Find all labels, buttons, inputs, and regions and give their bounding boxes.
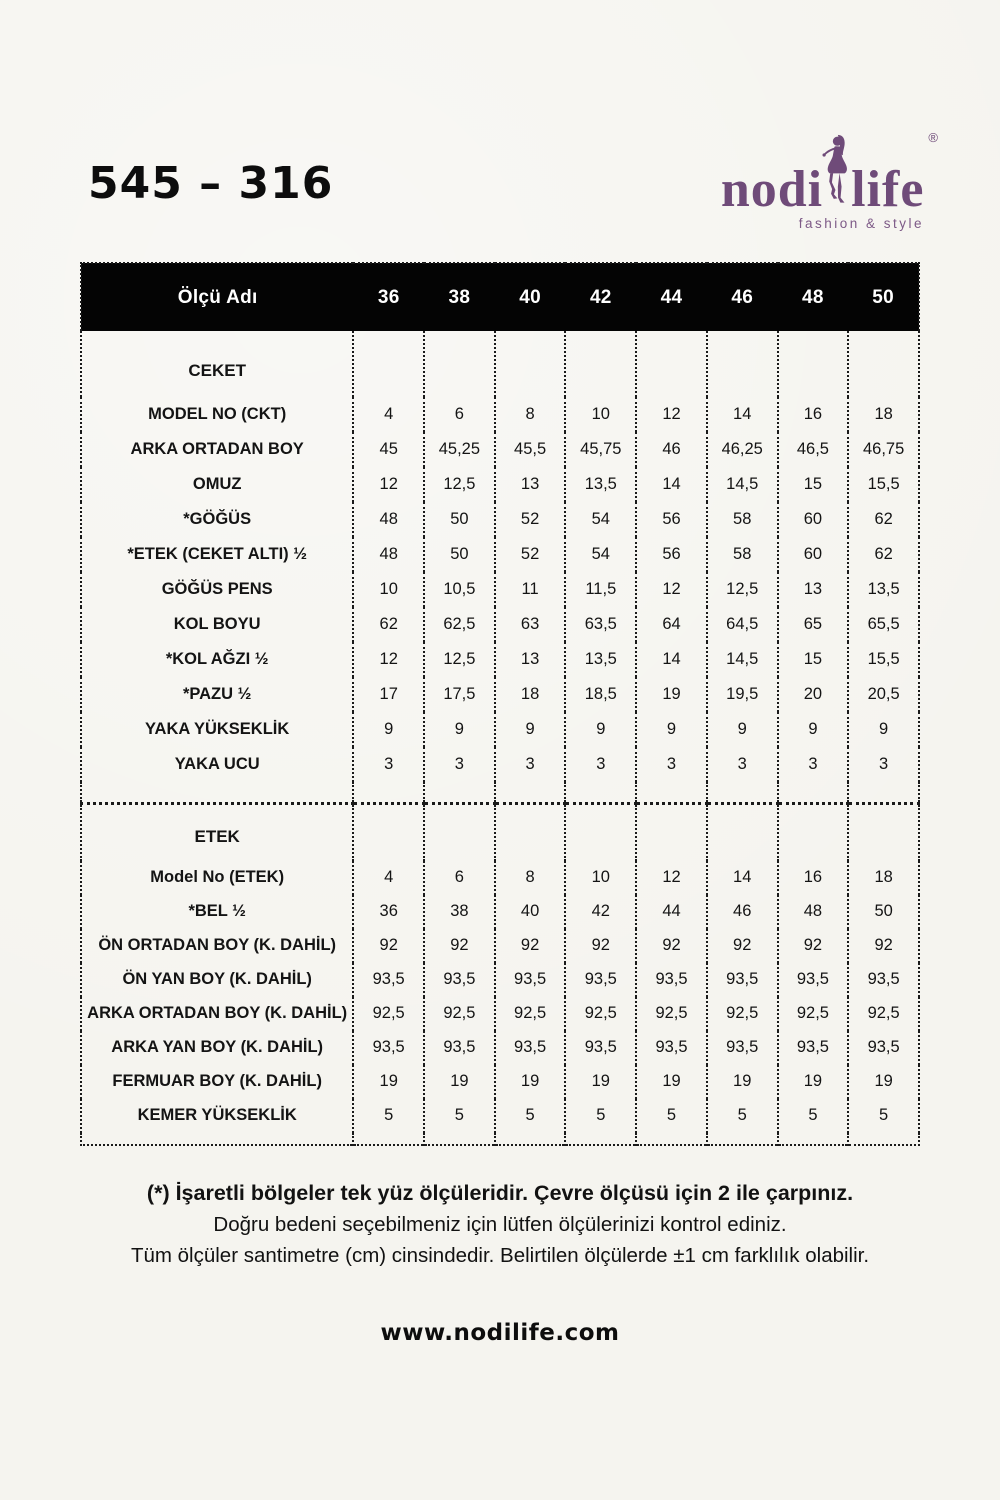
measure-value: 18,5 — [565, 677, 636, 712]
empty-cell — [565, 782, 636, 803]
measure-value: 62,5 — [424, 607, 495, 642]
measure-value: 15 — [778, 642, 849, 677]
measure-label: FERMUAR BOY (K. DAHİL) — [112, 1072, 322, 1090]
measure-value: 92,5 — [848, 997, 919, 1031]
empty-cell — [636, 782, 707, 803]
measure-label: *BEL ½ — [188, 902, 246, 920]
measure-value: 11 — [495, 572, 566, 607]
measure-value: 10 — [565, 861, 636, 895]
measure-value: 9 — [636, 712, 707, 747]
measure-label: KOL BOYU — [173, 615, 261, 633]
measure-value: 93,5 — [565, 963, 636, 997]
empty-cell — [495, 803, 566, 861]
measure-value: 48 — [353, 502, 424, 537]
empty-cell — [424, 803, 495, 861]
empty-cell — [636, 803, 707, 861]
measure-value: 9 — [565, 712, 636, 747]
measure-value: 92,5 — [707, 997, 778, 1031]
empty-cell — [778, 1133, 849, 1145]
table-row — [81, 537, 919, 572]
measure-value: 62 — [353, 607, 424, 642]
measure-value: 93,5 — [778, 1031, 849, 1065]
measure-value: 52 — [495, 537, 566, 572]
table-row — [81, 467, 919, 502]
measure-value: 93,5 — [495, 963, 566, 997]
measure-value: 5 — [707, 1099, 778, 1133]
measure-value: 10 — [353, 572, 424, 607]
table-row — [81, 861, 919, 895]
measure-value: 46,25 — [707, 432, 778, 467]
empty-cell — [424, 1133, 495, 1145]
measure-value: 15 — [778, 467, 849, 502]
measure-value: 92,5 — [565, 997, 636, 1031]
table-row — [81, 895, 919, 929]
measure-value: 10,5 — [424, 572, 495, 607]
header-size-50: 50 — [872, 286, 894, 308]
empty-cell — [495, 1133, 566, 1145]
table-row — [81, 929, 919, 963]
measure-value: 46 — [636, 432, 707, 467]
measure-value: 12,5 — [707, 572, 778, 607]
measure-value: 60 — [778, 502, 849, 537]
measure-value: 16 — [778, 397, 849, 432]
measure-value: 50 — [848, 895, 919, 929]
size-table — [80, 262, 920, 1146]
measure-value: 10 — [565, 397, 636, 432]
woman-silhouette-icon — [820, 134, 854, 212]
measure-value: 92,5 — [424, 997, 495, 1031]
measure-value: 64 — [636, 607, 707, 642]
measure-value: 93,5 — [848, 1031, 919, 1065]
section-title: ETEK — [81, 803, 353, 861]
measure-value: 44 — [636, 895, 707, 929]
measure-value: 5 — [778, 1099, 849, 1133]
measure-value: 12 — [636, 572, 707, 607]
measure-value: 92 — [353, 929, 424, 963]
measure-value: 54 — [565, 537, 636, 572]
empty-cell — [495, 782, 566, 803]
empty-cell — [353, 1133, 424, 1145]
measure-value: 19 — [778, 1065, 849, 1099]
measure-value: 8 — [495, 397, 566, 432]
measure-value: 92 — [707, 929, 778, 963]
measure-value: 46 — [707, 895, 778, 929]
measure-value: 92 — [495, 929, 566, 963]
measure-value: 16 — [778, 861, 849, 895]
measure-label: *KOL AĞZI ½ — [165, 650, 269, 668]
measure-value: 8 — [495, 861, 566, 895]
table-row — [81, 1099, 919, 1133]
measure-value: 38 — [424, 895, 495, 929]
measure-label: *ETEK (CEKET ALTI) ½ — [127, 545, 307, 563]
table-row — [81, 712, 919, 747]
empty-cell — [848, 331, 919, 397]
measure-value: 20 — [778, 677, 849, 712]
measure-value: 56 — [636, 537, 707, 572]
empty-cell — [778, 803, 849, 861]
empty-cell — [707, 803, 778, 861]
empty-cell — [565, 331, 636, 397]
measure-value: 46,5 — [778, 432, 849, 467]
measure-label: ARKA YAN BOY (K. DAHİL) — [111, 1038, 324, 1056]
measure-value: 18 — [848, 861, 919, 895]
table-row — [81, 997, 919, 1031]
empty-cell — [565, 803, 636, 861]
measure-value: 46,75 — [848, 432, 919, 467]
table-row — [81, 607, 919, 642]
measure-value: 36 — [353, 895, 424, 929]
logo-text-nodi: nodi — [720, 160, 824, 218]
measure-value: 6 — [424, 397, 495, 432]
measure-value: 63,5 — [565, 607, 636, 642]
measure-value: 13 — [778, 572, 849, 607]
table-row — [81, 963, 919, 997]
measure-value: 12,5 — [424, 467, 495, 502]
product-code: 545 – 316 — [88, 158, 334, 209]
measure-value: 18 — [495, 677, 566, 712]
table-row — [81, 1031, 919, 1065]
measure-value: 19 — [707, 1065, 778, 1099]
size-table-body — [81, 331, 919, 1145]
registered-trademark-icon: ® — [928, 130, 938, 145]
measure-value: 19 — [495, 1065, 566, 1099]
measure-value: 13,5 — [565, 642, 636, 677]
measure-value: 60 — [778, 537, 849, 572]
measure-value: 19 — [848, 1065, 919, 1099]
measure-label: KEMER YÜKSEKLİK — [137, 1106, 297, 1124]
measure-value: 93,5 — [707, 963, 778, 997]
table-row — [81, 642, 919, 677]
measure-value: 45,75 — [565, 432, 636, 467]
measure-value: 92 — [636, 929, 707, 963]
measure-value: 19,5 — [707, 677, 778, 712]
empty-cell — [424, 782, 495, 803]
measure-value: 6 — [424, 861, 495, 895]
measure-value: 3 — [636, 747, 707, 782]
measure-value: 15,5 — [848, 642, 919, 677]
measure-value: 93,5 — [424, 963, 495, 997]
measure-value: 9 — [778, 712, 849, 747]
measure-value: 3 — [778, 747, 849, 782]
section-title: CEKET — [188, 361, 246, 380]
measure-value: 92,5 — [636, 997, 707, 1031]
empty-cell — [353, 803, 424, 861]
measure-value: 62 — [848, 502, 919, 537]
measure-label: *PAZU ½ — [182, 685, 252, 703]
header-size-38: 38 — [448, 286, 471, 308]
measure-value: 5 — [636, 1099, 707, 1133]
section-spacer-row — [81, 1133, 919, 1145]
empty-cell — [848, 803, 919, 861]
measure-value: 19 — [424, 1065, 495, 1099]
measure-value: 17 — [353, 677, 424, 712]
measure-label: Model No (ETEK) — [150, 868, 285, 886]
measure-value: 63 — [495, 607, 566, 642]
measure-value: 50 — [424, 537, 495, 572]
measure-value: 3 — [353, 747, 424, 782]
header-size-36: 36 — [377, 286, 400, 308]
section-title-row — [81, 331, 919, 397]
measure-value: 12 — [353, 642, 424, 677]
measure-value: 58 — [707, 537, 778, 572]
measure-value: 12 — [636, 861, 707, 895]
measure-label: OMUZ — [192, 475, 242, 493]
table-row — [81, 747, 919, 782]
empty-cell — [848, 782, 919, 803]
measure-value: 4 — [353, 397, 424, 432]
measure-value: 5 — [353, 1099, 424, 1133]
measure-value: 3 — [848, 747, 919, 782]
measure-value: 45 — [353, 432, 424, 467]
section-title-row — [81, 803, 919, 861]
measure-value: 13 — [495, 467, 566, 502]
measure-value: 52 — [495, 502, 566, 537]
measure-value: 93,5 — [778, 963, 849, 997]
measure-value: 4 — [353, 861, 424, 895]
empty-cell — [848, 1133, 919, 1145]
measure-value: 45,25 — [424, 432, 495, 467]
footnote-check-size: Doğru bedeni seçebilmeniz için lütfen ölçülerinizi kontrol ediniz. — [213, 1213, 787, 1236]
measure-value: 92 — [565, 929, 636, 963]
footnote-asterisk: (*) İşaretli bölgeler tek yüz ölçüleridir. Çevre ölçüsü için 2 ile çarpınız. — [146, 1181, 854, 1205]
header-measure-name: Ölçü Adı — [177, 286, 258, 308]
measure-value: 13 — [495, 642, 566, 677]
measure-value: 40 — [495, 895, 566, 929]
section-spacer-row — [81, 782, 919, 803]
measure-label: ARKA ORTADAN BOY — [130, 440, 304, 458]
measure-value: 42 — [565, 895, 636, 929]
empty-cell — [81, 782, 353, 803]
measure-value: 93,5 — [424, 1031, 495, 1065]
measure-value: 9 — [424, 712, 495, 747]
measure-value: 93,5 — [636, 963, 707, 997]
measure-value: 62 — [848, 537, 919, 572]
measure-value: 65 — [778, 607, 849, 642]
measure-value: 11,5 — [565, 572, 636, 607]
measure-label: YAKA UCU — [174, 755, 260, 773]
measure-label: ARKA ORTADAN BOY (K. DAHİL) — [87, 1004, 348, 1022]
measure-value: 50 — [424, 502, 495, 537]
measure-value: 93,5 — [353, 963, 424, 997]
measure-value: 64,5 — [707, 607, 778, 642]
measure-value: 12 — [353, 467, 424, 502]
measure-value: 92,5 — [353, 997, 424, 1031]
measure-value: 93,5 — [707, 1031, 778, 1065]
measure-value: 56 — [636, 502, 707, 537]
empty-cell — [707, 1133, 778, 1145]
measure-value: 93,5 — [353, 1031, 424, 1065]
table-row — [81, 432, 919, 467]
measure-value: 9 — [848, 712, 919, 747]
empty-cell — [353, 782, 424, 803]
table-row — [81, 397, 919, 432]
measure-label: GÖĞÜS PENS — [161, 580, 273, 598]
measure-value: 18 — [848, 397, 919, 432]
measure-value: 65,5 — [848, 607, 919, 642]
measure-value: 19 — [565, 1065, 636, 1099]
measure-value: 5 — [424, 1099, 495, 1133]
header-size-46: 46 — [731, 286, 754, 308]
measure-value: 9 — [353, 712, 424, 747]
measure-value: 20,5 — [848, 677, 919, 712]
measure-value: 9 — [707, 712, 778, 747]
measure-value: 5 — [495, 1099, 566, 1133]
measure-value: 92 — [424, 929, 495, 963]
measure-value: 54 — [565, 502, 636, 537]
measure-label: ÖN ORTADAN BOY (K. DAHİL) — [98, 936, 337, 954]
size-table-header — [81, 263, 919, 331]
table-row — [81, 677, 919, 712]
table-row — [81, 502, 919, 537]
empty-cell — [81, 1133, 353, 1145]
measure-value: 5 — [565, 1099, 636, 1133]
empty-cell — [778, 782, 849, 803]
measure-value: 45,5 — [495, 432, 566, 467]
table-row — [81, 1065, 919, 1099]
measure-value: 14 — [707, 861, 778, 895]
measure-value: 3 — [424, 747, 495, 782]
measure-value: 5 — [848, 1099, 919, 1133]
website-url: www.nodilife.com — [380, 1320, 620, 1346]
measure-label: YAKA YÜKSEKLİK — [145, 720, 290, 738]
measure-value: 3 — [707, 747, 778, 782]
logo-tagline: fashion & style — [798, 216, 924, 231]
measure-value: 92 — [778, 929, 849, 963]
measure-value: 14,5 — [707, 467, 778, 502]
measure-value: 17,5 — [424, 677, 495, 712]
measure-value: 93,5 — [495, 1031, 566, 1065]
measure-value: 58 — [707, 502, 778, 537]
measure-value: 92,5 — [778, 997, 849, 1031]
measure-value: 3 — [565, 747, 636, 782]
empty-cell — [636, 331, 707, 397]
footnote-tolerance: Tüm ölçüler santimetre (cm) cinsindedir. Belirtilen ölçülerde ±1 cm farklılık olabilir. — [130, 1244, 870, 1267]
empty-cell — [778, 331, 849, 397]
header-size-44: 44 — [660, 286, 683, 308]
measure-value: 19 — [636, 677, 707, 712]
measure-value: 13,5 — [565, 467, 636, 502]
empty-cell — [565, 1133, 636, 1145]
measure-value: 9 — [495, 712, 566, 747]
measure-value: 19 — [353, 1065, 424, 1099]
measure-value: 15,5 — [848, 467, 919, 502]
measure-label: MODEL NO (CKT) — [148, 405, 287, 423]
measure-value: 19 — [636, 1065, 707, 1099]
measure-value: 14 — [636, 467, 707, 502]
measure-value: 12,5 — [424, 642, 495, 677]
empty-cell — [707, 331, 778, 397]
measure-value: 48 — [353, 537, 424, 572]
measure-value: 14 — [707, 397, 778, 432]
empty-cell — [495, 331, 566, 397]
measure-value: 93,5 — [565, 1031, 636, 1065]
measure-value: 14 — [636, 642, 707, 677]
header-size-40: 40 — [519, 286, 541, 308]
header-size-42: 42 — [589, 286, 612, 308]
measure-value: 13,5 — [848, 572, 919, 607]
header-size-48: 48 — [802, 286, 824, 308]
brand-logo — [688, 130, 938, 231]
measure-value: 48 — [778, 895, 849, 929]
size-table-header-row — [81, 263, 919, 331]
measure-value: 12 — [636, 397, 707, 432]
measure-value: 92 — [848, 929, 919, 963]
measure-label: ÖN YAN BOY (K. DAHİL) — [122, 970, 312, 988]
empty-cell — [636, 1133, 707, 1145]
measure-value: 92,5 — [495, 997, 566, 1031]
empty-cell — [424, 331, 495, 397]
empty-cell — [353, 331, 424, 397]
measure-value: 93,5 — [848, 963, 919, 997]
empty-cell — [707, 782, 778, 803]
measure-value: 3 — [495, 747, 566, 782]
measure-value: 14,5 — [707, 642, 778, 677]
measure-value: 93,5 — [636, 1031, 707, 1065]
measure-label: *GÖĞÜS — [183, 510, 252, 528]
table-row — [81, 572, 919, 607]
logo-text-life: life — [851, 160, 925, 218]
footnotes — [0, 1178, 1000, 1271]
